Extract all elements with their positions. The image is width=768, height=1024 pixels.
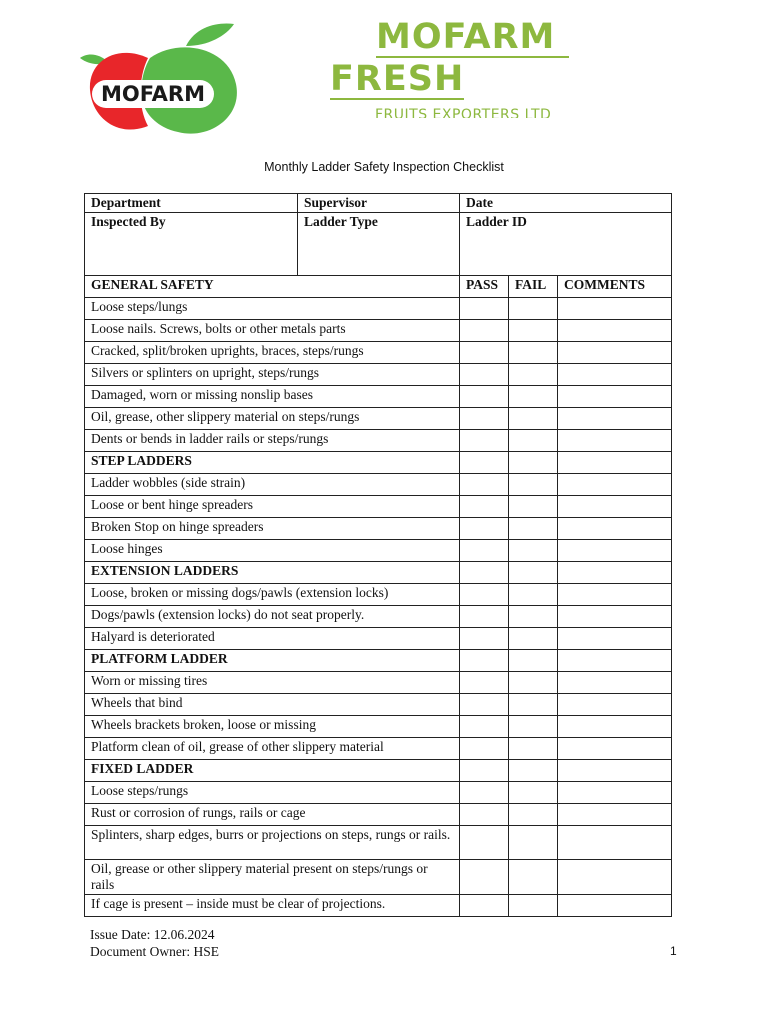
checklist-item-label: Oil, grease or other slippery material present on steps/rungs or rails (85, 860, 460, 895)
document-owner: Document Owner: HSE (90, 944, 219, 959)
fail-cell[interactable] (509, 694, 558, 716)
checklist-item-label: Loose steps/rungs (85, 782, 460, 804)
fail-cell[interactable] (509, 364, 558, 386)
section-heading-row (85, 650, 672, 672)
comments-cell[interactable] (558, 760, 672, 782)
pass-cell[interactable] (460, 804, 509, 826)
comments-cell[interactable] (558, 716, 672, 738)
comments-cell[interactable] (558, 430, 672, 452)
pass-cell[interactable] (460, 694, 509, 716)
checklist-item-label: Platform clean of oil, grease of other slippery material (85, 738, 460, 760)
checklist-item-label: Loose, broken or missing dogs/pawls (extension locks) (85, 584, 460, 606)
comments-cell[interactable] (558, 364, 672, 386)
fail-cell[interactable] (509, 320, 558, 342)
logo-wordmark: MOFARM (100, 82, 206, 106)
comments-cell[interactable] (558, 452, 672, 474)
brand-subtitle: FRUITS EXPORTERS LTD (375, 107, 552, 118)
fail-cell[interactable] (509, 408, 558, 430)
brand-name-line1: MOFARM (376, 18, 569, 58)
checklist-item-row (85, 804, 672, 826)
checklist-item-label: Loose hinges (85, 540, 460, 562)
section-heading: GENERAL SAFETY (85, 276, 460, 298)
fail-cell[interactable] (509, 386, 558, 408)
checklist-item-label: Rust or corrosion of rungs, rails or cage (85, 804, 460, 826)
checklist-item-row (85, 408, 672, 430)
checklist-item-label: Loose nails. Screws, bolts or other metals parts (85, 320, 460, 342)
pass-cell[interactable] (460, 606, 509, 628)
pass-column-header: PASS (460, 276, 509, 298)
checklist-item-row (85, 342, 672, 364)
fail-cell[interactable] (509, 760, 558, 782)
info-header-row (85, 194, 672, 213)
pass-cell[interactable] (460, 342, 509, 364)
checklist-item-label: Dents or bends in ladder rails or steps/rungs (85, 430, 460, 452)
section-extension-ladders (85, 562, 672, 650)
pass-cell[interactable] (460, 320, 509, 342)
checklist-item-row (85, 540, 672, 562)
pass-cell[interactable] (460, 860, 509, 895)
section-heading-row (85, 276, 672, 298)
checklist-item-row (85, 716, 672, 738)
comments-cell[interactable] (558, 320, 672, 342)
page-number: 1 (670, 944, 677, 958)
inspection-checklist-table (84, 193, 672, 917)
section-heading-row (85, 452, 672, 474)
pass-cell[interactable] (460, 540, 509, 562)
pass-cell[interactable] (460, 628, 509, 650)
checklist-item-row (85, 474, 672, 496)
checklist-item-row (85, 320, 672, 342)
comments-cell[interactable] (558, 782, 672, 804)
brand-name-line2: FRESH (330, 59, 465, 99)
pass-cell[interactable] (460, 408, 509, 430)
checklist-item-row (85, 628, 672, 650)
section-heading-row (85, 562, 672, 584)
pass-cell[interactable] (460, 298, 509, 320)
checklist-item-label: Oil, grease, other slippery material on steps/rungs (85, 408, 460, 430)
inspected-by-label[interactable]: Inspected By (85, 213, 298, 276)
checklist-item-label: Damaged, worn or missing nonslip bases (85, 386, 460, 408)
checklist-item-row (85, 430, 672, 452)
pass-cell[interactable] (460, 738, 509, 760)
section-heading: EXTENSION LADDERS (85, 562, 460, 584)
section-fixed-ladder (85, 760, 672, 917)
fail-cell[interactable] (509, 474, 558, 496)
fail-cell[interactable] (509, 452, 558, 474)
fail-cell[interactable] (509, 804, 558, 826)
pass-cell[interactable] (460, 826, 509, 860)
fail-cell[interactable] (509, 860, 558, 895)
fail-cell[interactable] (509, 342, 558, 364)
pass-cell[interactable] (460, 782, 509, 804)
comments-cell[interactable] (558, 738, 672, 760)
pass-cell[interactable] (460, 716, 509, 738)
checklist-item-label: Dogs/pawls (extension locks) do not seat properly. (85, 606, 460, 628)
fail-cell[interactable] (509, 606, 558, 628)
comments-cell[interactable] (558, 606, 672, 628)
document-title: Monthly Ladder Safety Inspection Checklist (264, 160, 504, 174)
checklist-item-row (85, 860, 672, 895)
comments-cell[interactable] (558, 342, 672, 364)
fail-cell[interactable] (509, 628, 558, 650)
fail-cell[interactable] (509, 895, 558, 917)
pass-cell[interactable] (460, 474, 509, 496)
apple-leaf-icon (186, 24, 234, 46)
section-general-safety (85, 276, 672, 452)
comments-cell[interactable] (558, 496, 672, 518)
supervisor-label[interactable]: Supervisor (298, 194, 460, 213)
checklist-item-label: Worn or missing tires (85, 672, 460, 694)
fail-cell[interactable] (509, 562, 558, 584)
pass-cell[interactable] (460, 452, 509, 474)
pass-cell[interactable] (460, 672, 509, 694)
ladder-id-label[interactable]: Ladder ID (460, 213, 672, 276)
checklist-item-label: Halyard is deteriorated (85, 628, 460, 650)
comments-cell[interactable] (558, 804, 672, 826)
pass-cell[interactable] (460, 364, 509, 386)
comments-cell[interactable] (558, 584, 672, 606)
checklist-item-label: Loose steps/lungs (85, 298, 460, 320)
checklist-item-row (85, 518, 672, 540)
checklist-item-row (85, 496, 672, 518)
checklist-item-label: Wheels that bind (85, 694, 460, 716)
section-heading-row (85, 760, 672, 782)
comments-cell[interactable] (558, 298, 672, 320)
date-label[interactable]: Date (460, 194, 672, 213)
fail-cell[interactable] (509, 650, 558, 672)
fail-cell[interactable] (509, 584, 558, 606)
comments-cell[interactable] (558, 826, 672, 860)
pass-cell[interactable] (460, 518, 509, 540)
fail-cell[interactable] (509, 738, 558, 760)
fail-cell[interactable] (509, 672, 558, 694)
department-label[interactable]: Department (85, 194, 298, 213)
comments-cell[interactable] (558, 540, 672, 562)
section-step-ladders (85, 452, 672, 562)
checklist-item-row (85, 386, 672, 408)
comments-cell[interactable] (558, 518, 672, 540)
checklist-item-row (85, 298, 672, 320)
checklist-item-row (85, 694, 672, 716)
pass-cell[interactable] (460, 496, 509, 518)
checklist-item-label: Wheels brackets broken, loose or missing (85, 716, 460, 738)
fail-cell[interactable] (509, 518, 558, 540)
comments-cell[interactable] (558, 650, 672, 672)
info-detail-row (85, 213, 672, 276)
fail-cell[interactable] (509, 826, 558, 860)
issue-date: Issue Date: 12.06.2024 (90, 927, 215, 942)
comments-cell[interactable] (558, 474, 672, 496)
fail-cell[interactable] (509, 540, 558, 562)
checklist-item-row (85, 584, 672, 606)
comments-column-header: COMMENTS (558, 276, 672, 298)
pass-cell[interactable] (460, 760, 509, 782)
section-platform-ladder (85, 650, 672, 760)
pass-cell[interactable] (460, 562, 509, 584)
checklist-item-label: If cage is present – inside must be clear of projections. (85, 895, 460, 917)
pass-cell[interactable] (460, 895, 509, 917)
comments-cell[interactable] (558, 860, 672, 895)
checklist-item-label: Cracked, split/broken uprights, braces, steps/rungs (85, 342, 460, 364)
comments-cell[interactable] (558, 895, 672, 917)
comments-cell[interactable] (558, 562, 672, 584)
checklist-item-row (85, 895, 672, 917)
pass-cell[interactable] (460, 430, 509, 452)
checklist-item-label: Loose or bent hinge spreaders (85, 496, 460, 518)
fail-cell[interactable] (509, 496, 558, 518)
fail-cell[interactable] (509, 298, 558, 320)
mofarm-logo (78, 18, 248, 136)
checklist-item-row (85, 672, 672, 694)
section-heading: PLATFORM LADDER (85, 650, 460, 672)
checklist-item-row (85, 826, 672, 860)
checklist-item-label: Ladder wobbles (side strain) (85, 474, 460, 496)
fail-column-header: FAIL (509, 276, 558, 298)
pass-cell[interactable] (460, 650, 509, 672)
comments-cell[interactable] (558, 694, 672, 716)
section-heading: STEP LADDERS (85, 452, 460, 474)
checklist-item-label: Silvers or splinters on upright, steps/rungs (85, 364, 460, 386)
ladder-type-label[interactable]: Ladder Type (298, 213, 460, 276)
checklist-item-label: Broken Stop on hinge spreaders (85, 518, 460, 540)
checklist-item-label: Splinters, sharp edges, burrs or projections on steps, rungs or rails. (85, 826, 460, 860)
fail-cell[interactable] (509, 430, 558, 452)
section-heading: FIXED LADDER (85, 760, 460, 782)
pass-cell[interactable] (460, 386, 509, 408)
pass-cell[interactable] (460, 584, 509, 606)
comments-cell[interactable] (558, 628, 672, 650)
checklist-item-row (85, 782, 672, 804)
comments-cell[interactable] (558, 672, 672, 694)
checklist-item-row (85, 738, 672, 760)
comments-cell[interactable] (558, 386, 672, 408)
comments-cell[interactable] (558, 408, 672, 430)
fail-cell[interactable] (509, 782, 558, 804)
checklist-item-row (85, 606, 672, 628)
fail-cell[interactable] (509, 716, 558, 738)
checklist-item-row (85, 364, 672, 386)
